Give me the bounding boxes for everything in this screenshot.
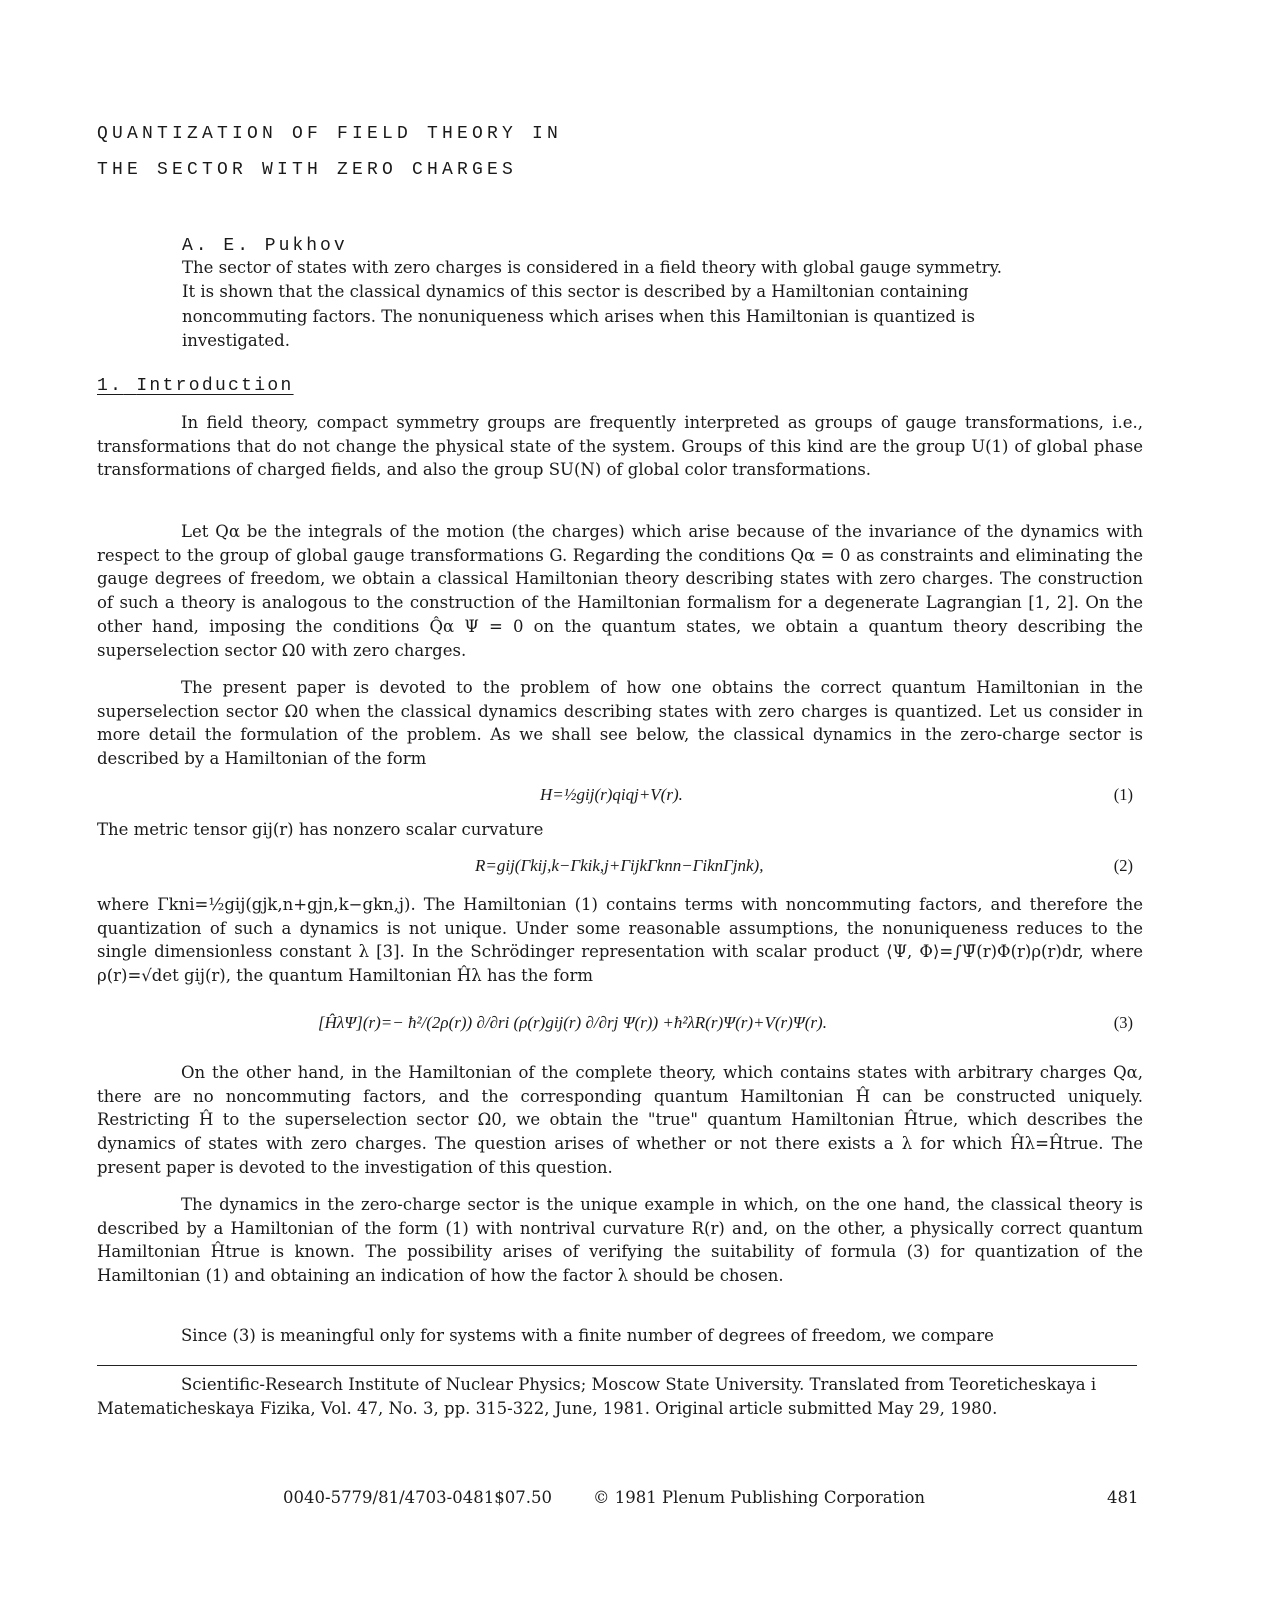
footnote bbox=[97, 1373, 1143, 1420]
section-heading bbox=[97, 376, 294, 396]
paragraph-7-text: Since (3) is meaningful only for systems with a finite number of degrees of freedom, we compare bbox=[181, 1326, 994, 1345]
section-title: Introduction bbox=[136, 376, 294, 396]
paragraph-2-text: Let Qα be the integrals of the motion (the charges) which arise because of the invariance of the dynamics with respect to the group of global gauge transformations G. Regarding the conditions Qα = 0 as constraints and eliminating the gauge degrees of freedom, we obtain a classical Hamiltonian theory describing states with zero charges. The construction of such a theory is analogous to the construction of the Hamiltonian formalism for a degenerate Lagrangian [1, 2]. On the other hand, imposing the conditions Q̂α Ψ = 0 on the quantum states, we obtain a quantum theory describing the superselection sector Ω0 with zero charges. bbox=[97, 522, 1143, 660]
author: A. E. Pukhov bbox=[182, 236, 348, 256]
paragraph-1 bbox=[97, 411, 1143, 482]
article-code: 0040-5779/81/4703-0481$07.50 bbox=[283, 1488, 552, 1507]
paragraph-6-text: The dynamics in the zero-charge sector is the unique example in which, on the one hand, the classical theory is described by a Hamiltonian of the form (1) with nontrival curvature R(r) and, on the other, a physically correct quantum Hamiltonian Ĥtrue is known. The possibility arises of verifying the suitability of formula (3) for quantization of the Hamiltonian (1) and obtaining an indication of how the factor λ should be chosen. bbox=[97, 1195, 1143, 1286]
abstract-text: The sector of states with zero charges is considered in a field theory with global gauge symmetry. It is shown that the classical dynamics of this sector is described by a Hamiltonian containing noncommuting factors. The nonuniqueness which arises when this Hamiltonian is quantized is investigated. bbox=[182, 258, 1002, 350]
paragraph-6 bbox=[97, 1193, 1143, 1288]
footnote-text: Scientific-Research Institute of Nuclear Physics; Moscow State University. Translated from Teoreticheskaya i Matematicheskaya Fizika, Vol. 47, No. 3, pp. 315-322, June, 1981. Original article submitted May 29, 1980. bbox=[97, 1375, 1097, 1418]
paragraph-7 bbox=[97, 1324, 1143, 1348]
paragraph-4 bbox=[97, 893, 1143, 988]
equation-1-number: (1) bbox=[1113, 785, 1133, 804]
paragraph-1-text: In field theory, compact symmetry groups are frequently interpreted as groups of gauge transformations, i.e., transformations that do not change the physical state of the system. Groups of this kind are the group U(1) of global phase transformations of charged fields, and also the group SU(N) of global color transformations. bbox=[97, 413, 1143, 480]
paragraph-5-text: On the other hand, in the Hamiltonian of the complete theory, which contains states with arbitrary charges Qα, there are no noncommuting factors, and the corresponding quantum Hamiltonian Ĥ can be constructed uniquely. Restricting Ĥ to the superselection sector Ω0, we obtain the "true" quantum Hamiltonian Ĥtrue, which describes the dynamics of states with zero charges. The question arises of whether or not there exists a λ for which Ĥλ=Ĥtrue. The present paper is devoted to the investigation of this question. bbox=[97, 1063, 1143, 1177]
section-number: 1. bbox=[97, 376, 124, 396]
equation-2: R=gij(Γkij,k−Γkik,j+ΓijkΓknn−ΓiknΓjnk), bbox=[475, 856, 764, 875]
equation-3: [ĤλΨ](r)=− ħ²/(2ρ(r)) ∂/∂ri (ρ(r)gij(r) ∂/∂rj Ψ(r)) +ħ²λR(r)Ψ(r)+V(r)Ψ(r). bbox=[318, 1013, 827, 1032]
copyright: © 1981 Plenum Publishing Corporation bbox=[593, 1488, 926, 1507]
equation-1: H=½gij(r)qiqj+V(r). bbox=[540, 785, 683, 804]
paragraph-4-text: where Γkni=½gij(gjk,n+gjn,k−gkn,j). The Hamiltonian (1) contains terms with noncommuting factors, and therefore the quantization of such a dynamics is not unique. Under some reasonable assumptions, the nonuniqueness reduces to the single dimensionless constant λ [3]. In the Schrödinger representation with scalar product ⟨Ψ, Φ⟩=∫Ψ̄(r)Φ(r)ρ(r)dr, where ρ(r)=√det gij(r), the quantum Hamiltonian Ĥλ has the form bbox=[97, 895, 1143, 986]
paragraph-3 bbox=[97, 676, 1143, 771]
equation-2-number: (2) bbox=[1113, 856, 1133, 875]
page-number: 481 bbox=[1107, 1488, 1139, 1507]
footnote-rule bbox=[97, 1365, 1137, 1366]
paragraph-3-text: The present paper is devoted to the problem of how one obtains the correct quantum Hamiltonian in the superselection sector Ω0 when the classical dynamics describing states with zero charges is quantized. Let us consider in more detail the formulation of the problem. As we shall see below, the classical dynamics in the zero-charge sector is described by a Hamiltonian of the form bbox=[97, 678, 1143, 769]
title-line-2: THE SECTOR WITH ZERO CHARGES bbox=[97, 160, 518, 180]
equation-3-number: (3) bbox=[1113, 1013, 1133, 1032]
paragraph-2 bbox=[97, 520, 1143, 662]
title-line-1: QUANTIZATION OF FIELD THEORY IN bbox=[97, 124, 563, 144]
metric-tensor-line: The metric tensor gij(r) has nonzero scalar curvature bbox=[97, 820, 544, 839]
paragraph-5 bbox=[97, 1061, 1143, 1180]
abstract bbox=[182, 256, 1012, 353]
